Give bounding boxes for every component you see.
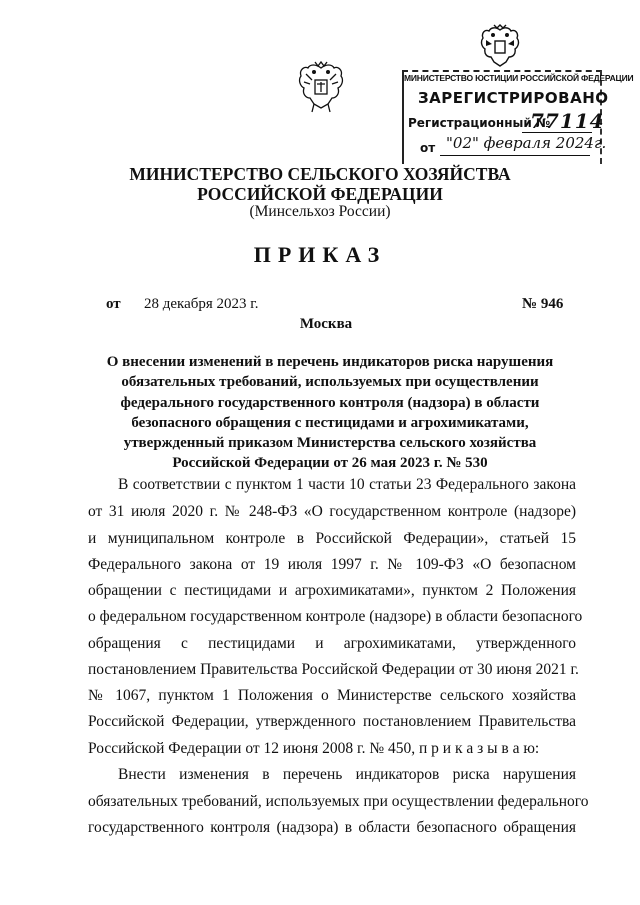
body-line: В соответствии с пунктом 1 части 10 статьи 23 Федерального закона — [118, 476, 576, 493]
registration-stamp — [394, 22, 634, 168]
body-line: Внести изменения в перечень индикаторов риска нарушения — [118, 766, 576, 783]
document-type-title: ПРИКАЗ — [253, 242, 387, 267]
stamp-coat-of-arms-icon — [478, 24, 522, 72]
body-line: № 1067, пунктом 1 Положения о Министерстве сельского хозяйства — [88, 687, 576, 704]
stamp-registered-label: ЗАРЕГИСТРИРОВАНО — [418, 89, 609, 107]
date-from-label: от — [106, 296, 121, 312]
order-date: 28 декабря 2023 г. — [144, 296, 259, 312]
stamp-date-underline — [440, 155, 590, 156]
reg-number-underline — [522, 132, 592, 133]
stamp-date-label: от — [420, 141, 436, 155]
body-line: обязательных требований, используемых при осуществлении федерального — [88, 793, 589, 810]
ministry-title-line2: РОССИЙСКОЙ ФЕДЕРАЦИИ — [197, 184, 443, 204]
body-line: от 31 июля 2020 г. № 248-ФЗ «О государственном контроле (надзоре) — [88, 503, 576, 520]
stamp-reg-number-label: Регистрационный № — [408, 116, 551, 130]
subject-line: Российской Федерации от 26 мая 2023 г. № 530 — [172, 455, 488, 472]
subject-line: безопасного обращения с пестицидами и агрохимикатами, — [131, 414, 529, 431]
body-line: Российской Федерации, утвержденного постановлением Правительства — [88, 713, 576, 730]
body-line: государственного контроля (надзора) в области безопасного обращения — [88, 819, 576, 836]
body-line: Федерального закона от 19 июля 1997 г. № 109-ФЗ «О безопасном — [88, 556, 576, 573]
city: Москва — [299, 316, 353, 332]
stamp-date: "02" февраля 2024г. — [446, 134, 607, 152]
body-line: постановлением Правительства Российской Федерации от 30 июня 2021 г. — [88, 661, 579, 678]
coat-of-arms-icon — [296, 60, 346, 116]
body-line: обращения с пестицидами и агрохимикатами, утвержденного — [88, 635, 576, 652]
stamp-reg-number: 77114 — [530, 109, 605, 133]
subject-line: обязательных требований, используемых при осуществлении — [121, 374, 539, 391]
subject-line: федерального государственного контроля (надзора) в области — [120, 394, 540, 411]
stamp-ministry-name: МИНИСТЕРСТВО ЮСТИЦИИ РОССИЙСКОЙ ФЕДЕРАЦИИ — [404, 73, 634, 83]
body-line: о федеральном государственном контроле (надзоре) в области безопасного — [88, 608, 583, 625]
order-subject — [96, 352, 564, 474]
body-line: и муниципальном контроле в Российской Федерации», статьей 15 — [88, 530, 576, 547]
ministry-title: МИНИСТЕРСТВО СЕЛЬСКОГО ХОЗЯЙСТВА — [129, 164, 511, 184]
body-line: Российской Федерации от 12 июня 2008 г. № 450, п р и к а з ы в а ю: — [88, 740, 540, 757]
subject-line: утвержденный приказом Министерства сельского хозяйства — [123, 435, 537, 452]
order-number: № 946 — [522, 296, 564, 312]
subject-line: О внесении изменений в перечень индикаторов риска нарушения — [106, 354, 554, 370]
ministry-short-name: (Минсельхоз России) — [249, 203, 391, 220]
body-line: обращении с пестицидами и агрохимикатами», пунктом 2 Положения — [88, 582, 576, 599]
